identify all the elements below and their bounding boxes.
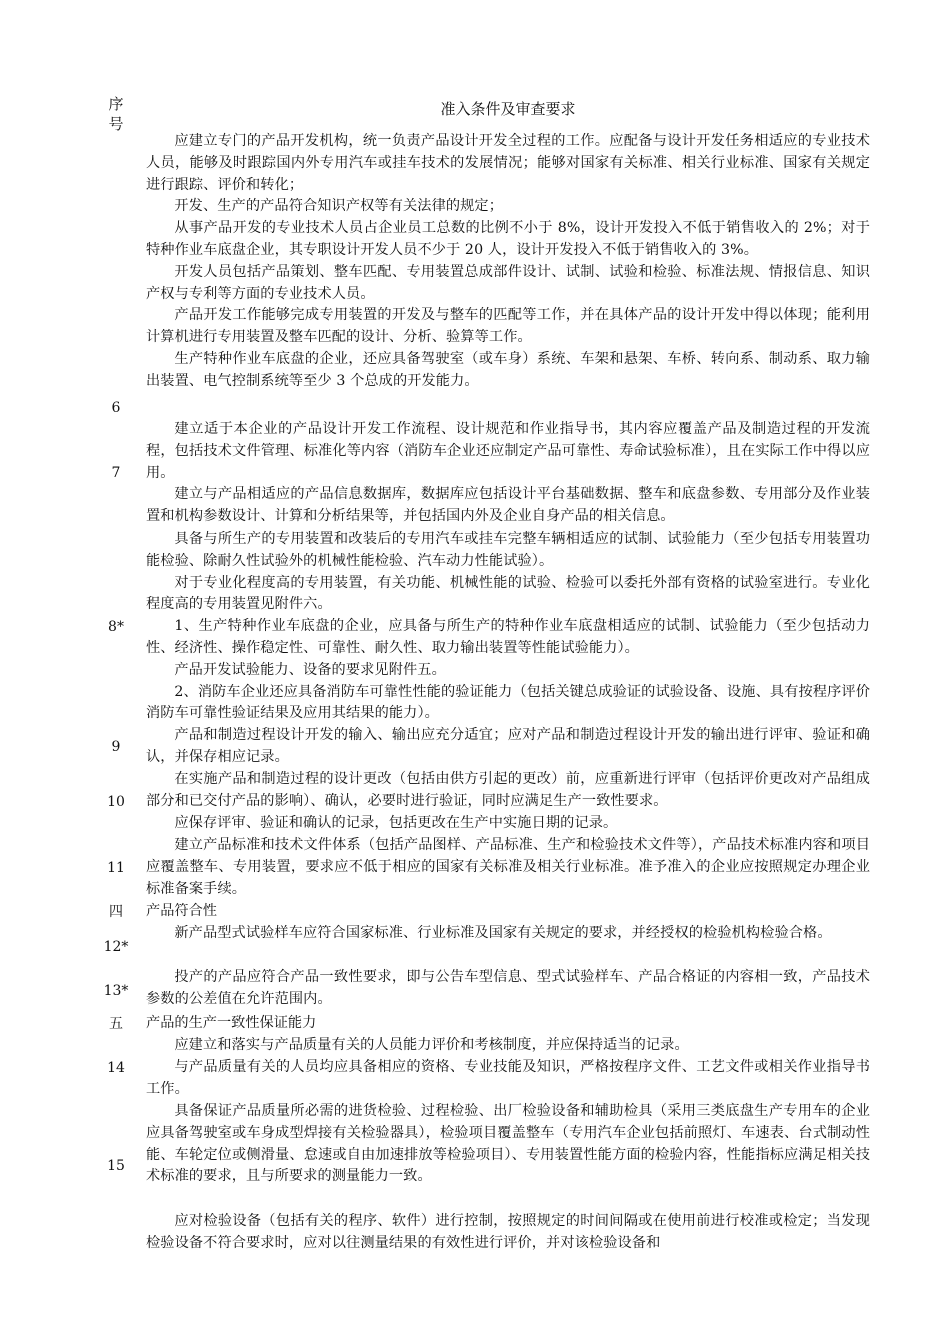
section-title: 产品的生产一致性保证能力 xyxy=(146,1015,317,1031)
row-number: 8* xyxy=(108,619,124,635)
requirement-paragraph: 应保存评审、验证和确认的记录，包括更改在生产中实施日期的记录。 xyxy=(174,814,618,831)
table-row xyxy=(0,419,950,529)
table-row xyxy=(0,1101,950,1211)
table-row xyxy=(0,131,950,453)
table-row xyxy=(0,1035,950,1101)
serial-number-header xyxy=(104,94,128,134)
section-content xyxy=(146,1013,870,1035)
requirement-paragraph: 1、生产特种作业车底盘的企业，应具备与所生产的特种作业车底盘相适应的试制、试验能力（至少包括动力性、经济性、操作稳定性、可靠性、耐久性、取力输出装置等性能试验能力）。 xyxy=(146,618,870,656)
row-content xyxy=(146,1211,870,1255)
row-content xyxy=(146,967,870,1011)
section-number: 四 xyxy=(109,904,123,920)
row-content xyxy=(146,769,870,834)
requirement-paragraph: 对于专业化程度高的专用装置，有关功能、机械性能的试验、检验可以委托外部有资格的试验室进行。专业化程度高的专用装置见附件六。 xyxy=(146,574,870,613)
requirement-paragraph: 具备保证产品质量所必需的进货检验、过程检验、出厂检验设备和辅助检具（采用三类底盘生产专用车的企业应具备驾驶室或车身成型焊接有关检验器具），检验项目覆盖整车（专用汽车企业包括前照灯、车速表、台式制动性能、车轮定位或侧滑量、怠速或自由加速排放等检验项目）、专用装置性能方面的检验内容，性能指标应满足相关技术标准的要求，且与所要求的测量能力一致。 xyxy=(146,1103,870,1185)
table-row xyxy=(0,835,950,901)
requirement-paragraph: 产品开发工作能够完成专用装置的开发及与整车的匹配等工作，并在具体产品的设计开发中得以体现；能利用计算机进行专用装置及整车匹配的设计、分析、验算等工作。 xyxy=(146,307,870,346)
requirement-paragraph: 应建立专门的产品开发机构，统一负责产品设计开发全过程的工作。应配备与设计开发任务相适应的专业技术人员，能够及时跟踪国内外专用汽车或挂车技术的发展情况；能够对国家有关标准、相关行业标准、国家有关规定进行跟踪、评价和转化； xyxy=(146,133,870,193)
row-number: 7 xyxy=(111,465,121,481)
row-content xyxy=(146,419,870,528)
row-content xyxy=(146,1035,870,1100)
serial-number-header-char-1: 序 xyxy=(108,95,124,113)
requirement-paragraph: 新产品型式试验样车应符合国家标准、行业标准及国家有关规定的要求，并经授权的检验机构检验合格。 xyxy=(174,925,832,941)
section-content xyxy=(146,901,870,923)
section-number: 五 xyxy=(109,1016,123,1032)
requirement-paragraph: 与产品质量有关的人员均应具备相应的资格、专业技能及知识，严格按程序文件、工艺文件或相关作业指导书工作。 xyxy=(146,1058,870,1097)
requirement-paragraph: 应建立和落实与产品质量有关的人员能力评价和考核制度，并应保持适当的记录。 xyxy=(174,1037,689,1053)
row-number: 9 xyxy=(111,739,121,755)
requirement-paragraph: 产品开发试验能力、设备的要求见附件五。 xyxy=(174,661,446,678)
requirement-paragraph: 具备与所生产的专用装置和改装后的专用汽车或挂车完整车辆相适应的试制、试验能力（至少包括专用装置功能检验、除耐久性试验外的机械性能检验、汽车动力性能试验）。 xyxy=(146,531,870,569)
row-content xyxy=(146,1101,870,1188)
requirement-paragraph: 产品和制造过程设计开发的输入、输出应充分适宜；应对产品和制造过程设计开发的输出进行评审、验证和确认，并保存相应记录。 xyxy=(146,727,870,765)
row-number: 11 xyxy=(107,860,125,876)
table-row xyxy=(0,725,950,769)
requirement-paragraph: 建立与产品相适应的产品信息数据库，数据库应包括设计平台基础数据、整车和底盘参数、专用部分及作业装置和机构参数设计、计算和分析结果等，并包括国内外及企业自身产品的相关信息。 xyxy=(146,486,870,525)
requirement-paragraph: 生产特种作业车底盘的企业，还应具备驾驶室（或车身）系统、车架和悬架、车桥、转向系、制动系、取力输出装置、电气控制系统等至少 3 个总成的开发能力。 xyxy=(146,350,870,389)
requirements-header: 准入条件及审查要求 xyxy=(440,100,576,118)
requirement-paragraph: 2、消防车企业还应具备消防车可靠性性能的验证能力（包括关键总成验证的试验设备、设施、具有按程序评价消防车可靠性验证结果及应用其结果的能力）。 xyxy=(146,683,870,722)
row-content xyxy=(146,131,870,393)
table-row xyxy=(0,769,950,835)
section-row xyxy=(0,901,950,923)
section-title: 产品符合性 xyxy=(146,903,217,919)
row-number: 15 xyxy=(107,1158,125,1174)
row-content xyxy=(146,835,870,900)
serial-number-header-char-2: 号 xyxy=(108,115,124,133)
table-row xyxy=(0,923,950,967)
requirement-paragraph: 开发、生产的产品符合知识产权等有关法律的规定； xyxy=(174,198,504,215)
requirement-paragraph: 从事产品开发的专业技术人员占企业员工总数的比例不小于 8%，设计开发投入不低于销售收入的 2%；对于特种作业车底盘企业，其专职设计开发人员不少于 20 人，设计开发投入不低于销售收入的 3%。 xyxy=(146,220,870,258)
row-content xyxy=(146,725,870,769)
table-row xyxy=(0,967,950,1011)
row-content xyxy=(146,529,870,725)
requirement-paragraph: 投产的产品应符合产品一致性要求，即与公告车型信息、型式试验样车、产品合格证的内容相一致，产品技术参数的公差值在允许范围内。 xyxy=(146,969,870,1007)
requirement-paragraph: 建立适于本企业的产品设计开发工作流程、设计规范和作业指导书，其内容应覆盖产品及制造过程的开发流程，包括技术文件管理、标准化等内容（消防车企业还应制定产品可靠性、寿命试验标准），且在实际工作中得以应用。 xyxy=(146,421,870,481)
table-row xyxy=(0,529,950,725)
row-number: 6 xyxy=(111,400,121,416)
table-row xyxy=(0,1211,950,1277)
requirement-paragraph: 建立产品标准和技术文件体系（包括产品图样、产品标准、生产和检验技术文件等），产品技术标准内容和项目应覆盖整车、专用装置，要求应不低于相应的国家有关标准及相关行业标准。准予准入的企业应按照规定办理企业标准备案手续。 xyxy=(146,837,870,897)
requirement-paragraph: 在实施产品和制造过程的设计更改（包括由供方引起的更改）前，应重新进行评审（包括评价更改对产品组成部分和已交付产品的影响）、确认，必要时进行验证，同时应满足生产一致性要求。 xyxy=(146,771,870,809)
row-content xyxy=(146,923,870,945)
row-number: 10 xyxy=(107,794,125,810)
row-number: 13* xyxy=(103,983,129,999)
section-row xyxy=(0,1013,950,1035)
requirement-paragraph: 开发人员包括产品策划、整车匹配、专用装置总成部件设计、试制、试验和检验、标准法规、情报信息、知识产权与专利等方面的专业技术人员。 xyxy=(146,263,870,302)
requirement-paragraph: 应对检验设备（包括有关的程序、软件）进行控制，按照规定的时间间隔或在使用前进行校准或检定；当发现检验设备不符合要求时，应对以往测量结果的有效性进行评价，并对该检验设备和 xyxy=(146,1213,870,1251)
row-number: 12* xyxy=(103,939,129,955)
row-number: 14 xyxy=(107,1060,125,1076)
